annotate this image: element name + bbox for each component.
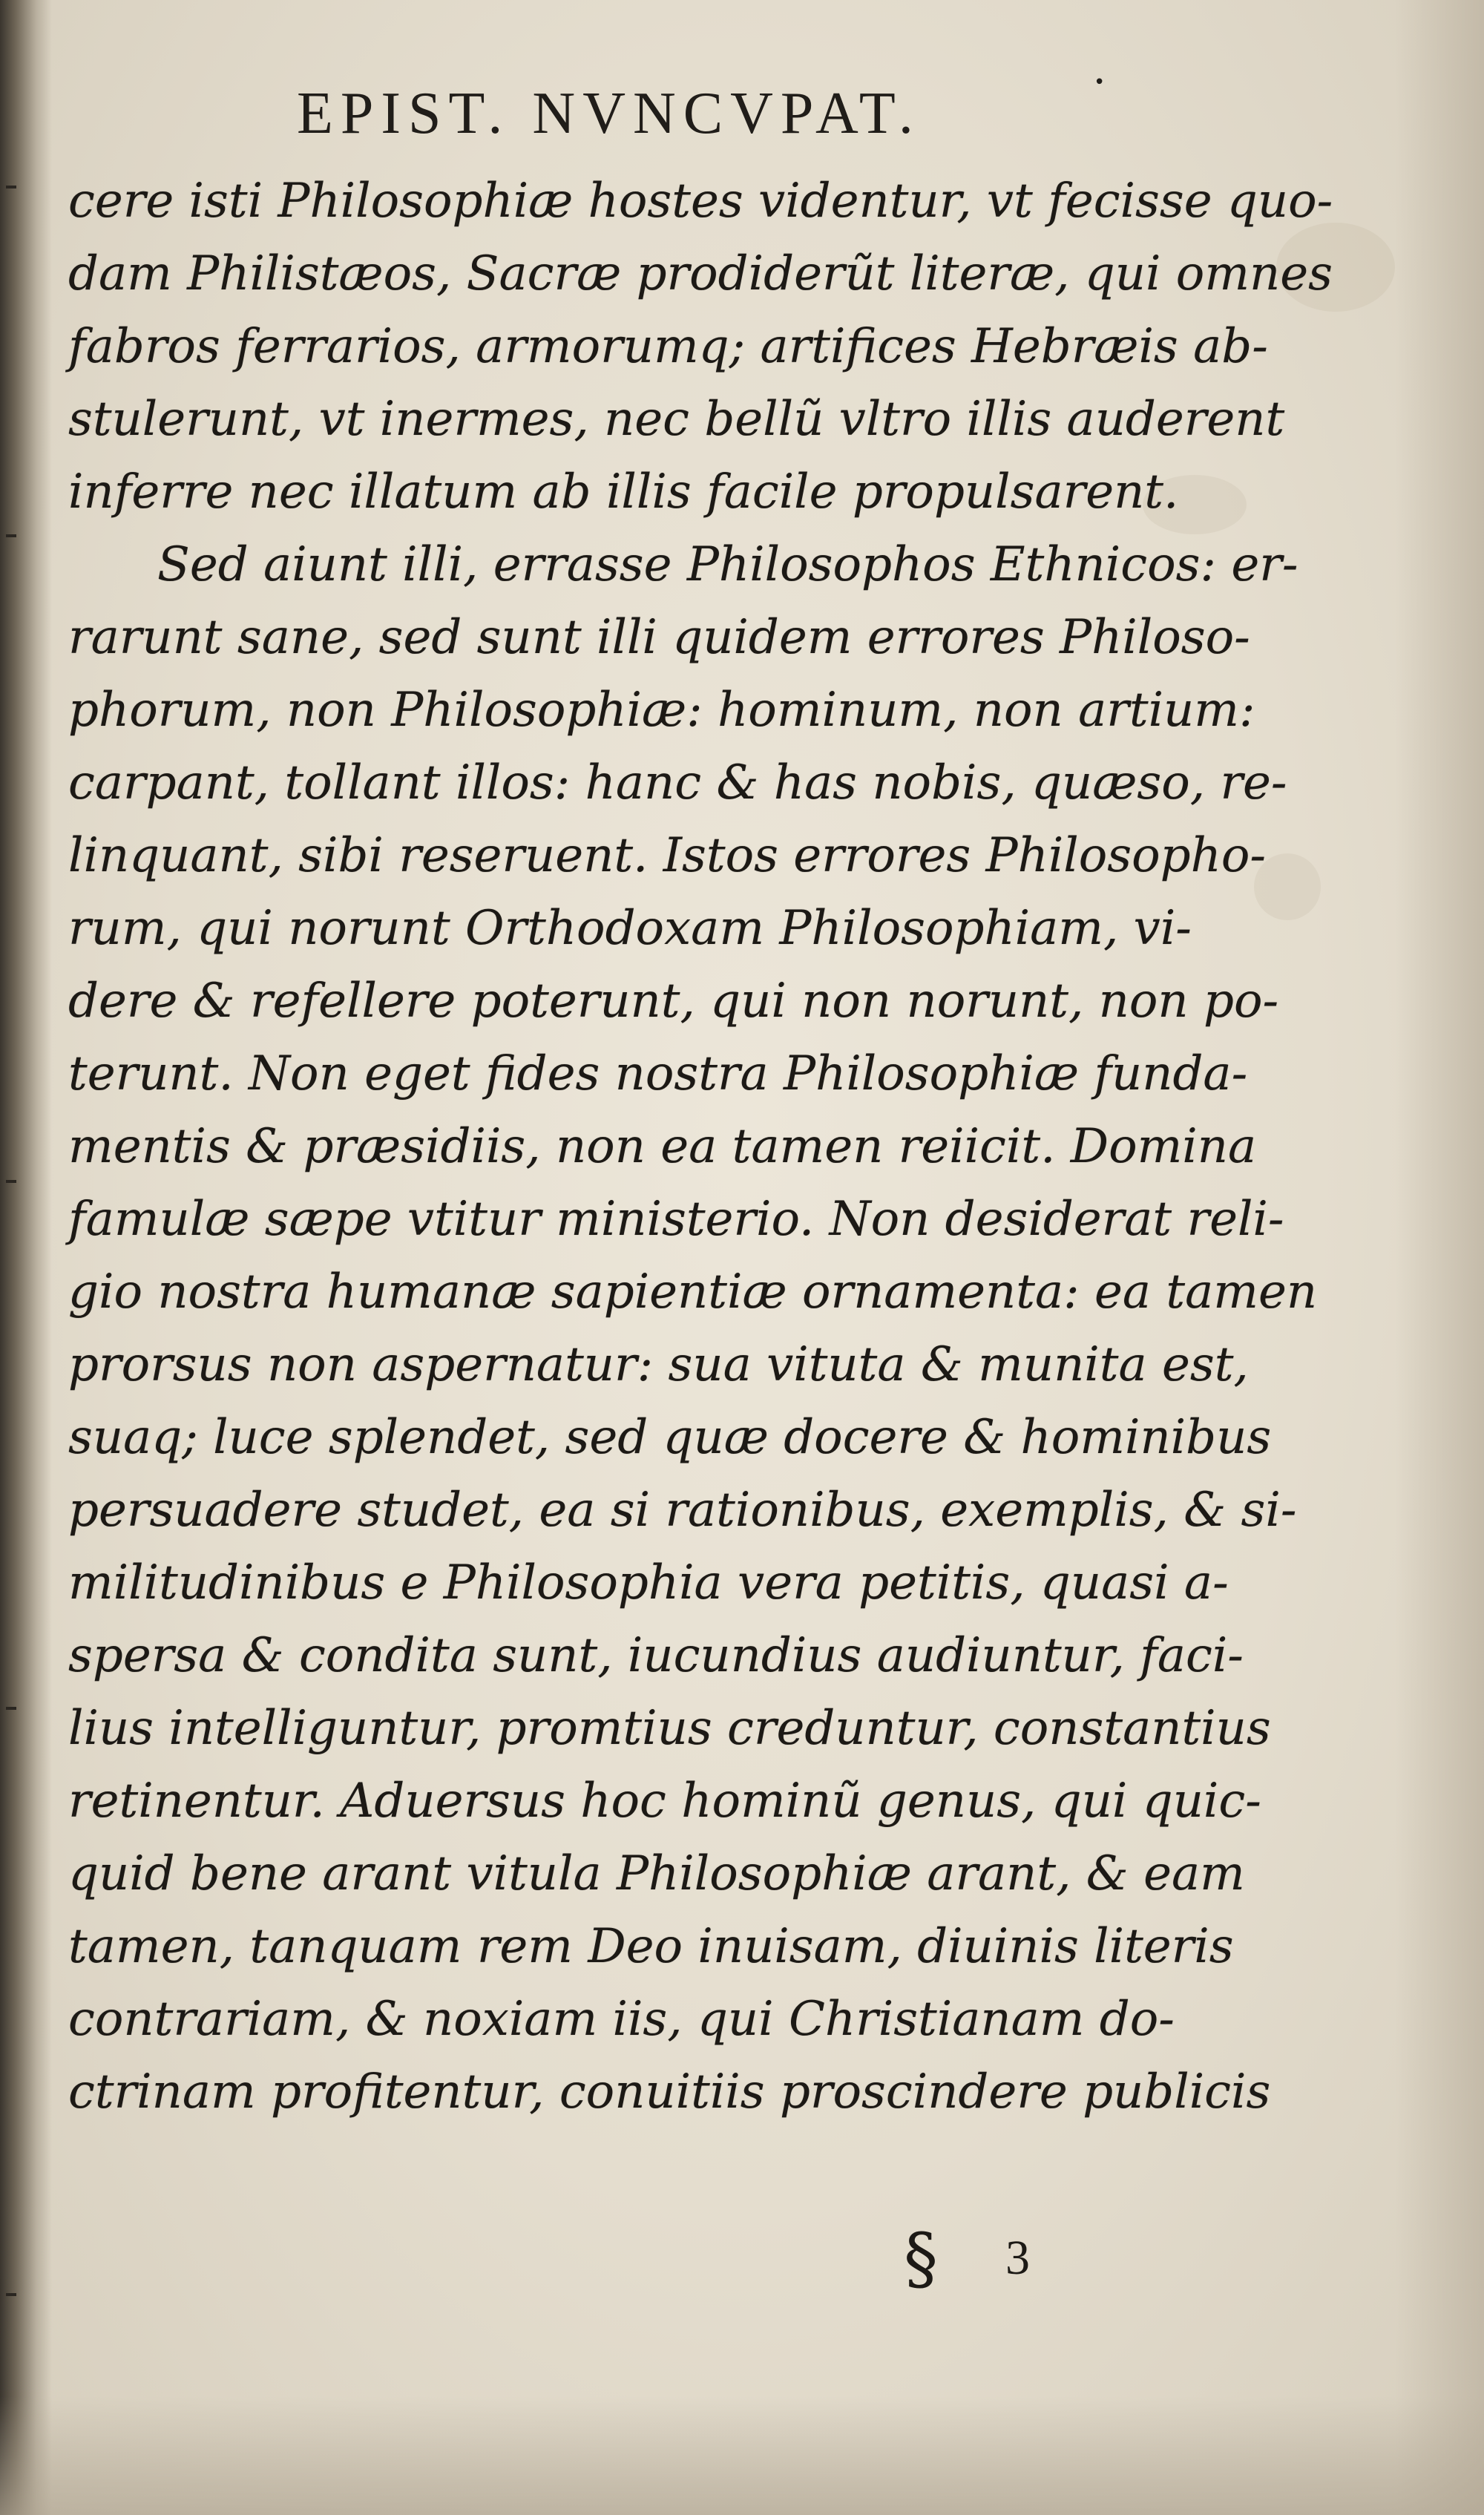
- text-line: linquant, sibi reseruent. Istos errores Philosopho-: [68, 828, 1266, 883]
- text-line: spersa & condita sunt, iucundius audiuntur, faci-: [68, 1628, 1244, 1683]
- text-line: tamen, tanquam rem Deo inuisam, diuinis literis: [68, 1919, 1234, 1974]
- text-line: rum, qui norunt Orthodoxam Philosophiam, vi-: [68, 901, 1192, 956]
- text-line: quid bene arant vitula Philosophiæ arant, & eam: [68, 1846, 1245, 1901]
- margin-mark: [6, 186, 16, 188]
- text-line: prorsus non aspernatur: sua vituta & munita est,: [68, 1337, 1249, 1392]
- text-line: contrariam, & noxiam iis, qui Christianam do-: [68, 1992, 1175, 2047]
- folio-number: 3: [1005, 2231, 1030, 2285]
- text-line: terunt. Non eget fides nostra Philosophiæ funda-: [68, 1046, 1248, 1101]
- body-text: [68, 165, 1333, 2128]
- printer-dot: •: [1094, 71, 1106, 94]
- text-line: ctrinam profitentur, conuitiis proscindere publicis: [68, 2065, 1271, 2119]
- text-line: phorum, non Philosophiæ: hominum, non artium:: [68, 683, 1255, 738]
- margin-mark: [6, 1707, 16, 1710]
- margin-mark: [6, 2293, 16, 2296]
- text-line: inferre nec illatum ab illis facile propulsarent.: [68, 465, 1179, 519]
- text-line: retinentur. Aduersus hoc hominũ genus, qui quic-: [68, 1774, 1261, 1829]
- text-line: stulerunt, vt inermes, nec bellũ vltro illis auderent: [68, 392, 1285, 447]
- page-right-shadow: [1395, 0, 1484, 2515]
- margin-mark: [6, 1180, 16, 1183]
- text-line: militudinibus e Philosophia vera petitis, quasi a-: [68, 1555, 1229, 1610]
- running-head: EPIST. NVNCVPAT.: [297, 81, 921, 146]
- text-line: carpant, tollant illos: hanc & has nobis, quæso, re-: [68, 755, 1287, 810]
- text-line: suaq; luce splendet, sed quæ docere & hominibus: [68, 1410, 1272, 1465]
- text-line: dam Philistæos, Sacræ prodiderũt literæ, qui omnes: [68, 246, 1333, 301]
- signature-mark: §: [904, 2219, 938, 2298]
- text-line: rarunt sane, sed sunt illi quidem errores Philoso-: [68, 610, 1250, 665]
- page-gutter-edge: [0, 0, 52, 2515]
- text-line: Sed aiunt illi, errasse Philosophos Ethnicos: er-: [157, 537, 1298, 592]
- text-line: dere & refellere poterunt, qui non norunt, non po-: [68, 974, 1279, 1029]
- text-line: cere isti Philosophiæ hostes videntur, vt fecisse quo-: [68, 174, 1333, 229]
- text-line: persuadere studet, ea si rationibus, exemplis, & si-: [68, 1483, 1297, 1538]
- page-bottom-shadow: [0, 2396, 1484, 2515]
- text-line: mentis & præsidiis, non ea tamen reiicit. Domina: [68, 1119, 1257, 1174]
- text-line: famulæ sæpe vtitur ministerio. Non desiderat reli-: [68, 1192, 1284, 1247]
- text-line: gio nostra humanæ sapientiæ ornamenta: ea tamen: [68, 1265, 1318, 1319]
- text-line: lius intelliguntur, promtius creduntur, constantius: [68, 1701, 1271, 1756]
- margin-mark: [6, 534, 16, 537]
- text-line: fabros ferrarios, armorumq; artifices Hebræis ab-: [68, 319, 1268, 374]
